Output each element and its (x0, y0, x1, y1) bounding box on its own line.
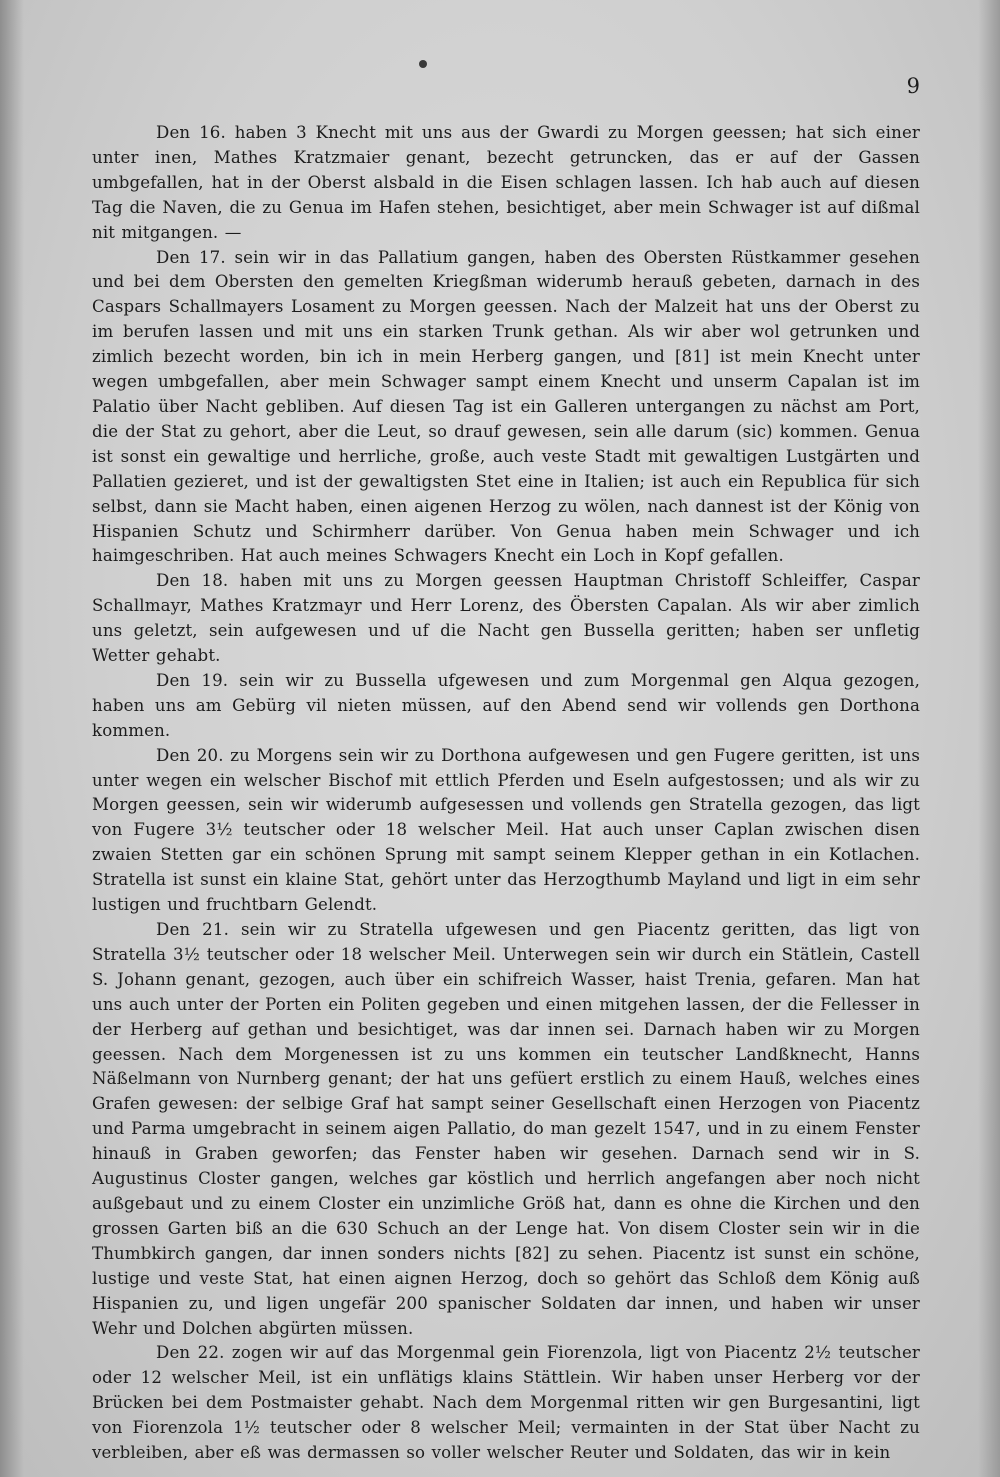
paragraph: Den 18. haben mit uns zu Morgen geessen Hauptman Christoff Schleiffer, Caspar Schallmayr, Mathes Kratzmayr und Herr Lorenz, des Öbersten Capalan. Als wir aber zimlich uns geletzt, sein aufgewesen und uf die Nacht gen Bussella geritten; haben ser unfletig Wetter gehabt. (92, 571, 920, 666)
paragraph: Den 22. zogen wir auf das Morgenmal gein Fiorenzola, ligt von Piacentz 2½ teutscher oder 12 welscher Meil, ist ein unflätigs klains Stättlein. Wir haben unser Herberg vor der Brücken bei dem Postmaister gehabt. Nach dem Morgenmal ritten wir gen Burgesantini, ligt von Fiorenzola 1½ teutscher oder 8 welscher Meil; vermainten in der Stat über Nacht zu verbleiben, aber eß was dermassen so voller welscher Reuter und Soldaten, das wir in kein (92, 1343, 920, 1463)
paragraph: Den 20. zu Morgens sein wir zu Dorthona aufgewesen und gen Fugere geritten, ist uns unter wegen ein welscher Bischof mit ettlich Pferden und Eseln aufgestossen; und als wir zu Morgen geessen, sein wir widerumb aufgesessen und vollends gen Stratella gezogen, das ligt von Fugere 3½ teutscher oder 18 welscher Meil. Hat auch unser Caplan zwischen disen zwaien Stetten gar ein schönen Sprung mit sampt seinem Klepper gethan in ein Kotlachen. Stratella ist sunst ein klaine Stat, gehört unter das Herzogthumb Mayland und ligt in eim sehr lustigen und fruchtbarn Gelendt. (92, 745, 920, 915)
paragraph: Den 17. sein wir in das Pallatium gangen, haben des Obersten Rüstkammer gesehen und bei dem Obersten den gemelten Kriegßman widerumb herauß gebeten, darnach in des Caspars Schallmayers Losament zu Morgen geessen. Nach der Malzeit hat uns der Oberst zu im berufen lassen und mit uns ein starken Trunk gethan. Als wir aber wol getrunken und zimlich bezecht worden, bin ich in mein Herberg gangen, und [81] ist mein Knecht unter wegen umbgefallen, aber mein Schwager sampt einem Knecht und unserm Capalan ist im Palatio über Nacht gebliben. Auf diesen Tag ist ein Galleren untergangen zu nächst am Port, die der Stat zu gehort, aber die Leut, so drauf gewesen, sein alle darum (sic) kommen. Genua ist sonst ein gewaltige und herrliche, große, auch veste Stadt mit gewaltigen Lustgärten und Pallatien gezieret, und ist der gewaltigsten Stet eine in Italien; ist auch ein Republica für sich selbst, dann sie Macht haben, einen aigenen Herzog zu wölen, nach dannest ist der König von Hispanien Schutz und Schirmherr darüber. Von Genua haben mein Schwager und ich haimgeschriben. Hat auch meines Schwagers Knecht ein Loch in Kopf gefallen. (92, 247, 920, 566)
paragraph: Den 21. sein wir zu Stratella ufgewesen und gen Piacentz geritten, das ligt von Stratella 3½ teutscher oder 18 welscher Meil. Unterwegen sein wir durch ein Stätlein, Castell S. Johann genant, gezogen, auch über ein schifreich Wasser, haist Trenia, gefaren. Man hat uns auch unter der Porten ein Politen gegeben und einen mitgehen lassen, der die Fellesser in der Herberg auf gethan und besichtiget, was dar innen sei. Darnach haben wir zu Morgen geessen. Nach dem Morgenessen ist zu uns kommen ein teutscher Landßknecht, Hanns Näßelmann von Nurnberg genant; der hat uns gefüert erstlich zu einem Hauß, welches eines Grafen gewesen: der selbige Graf hat sampt seiner Gesellschaft einen Herzogen von Piacentz und Parma umgebracht in seinem aigen Pallatio, do man gezelt 1547, und in zu einem Fenster hinauß in Graben geworfen; das Fenster haben wir gesehen. Darnach send wir in S. Augustinus Closter gangen, welches gar köstlich und herrlich angefangen aber noch nicht außgebaut und zu einem Closter ein unzimliche Größ hat, dann es ohne die Kirchen und den grossen Garten biß an die 630 Schuch an der Lenge hat. Von disem Closter sein wir in die Thumbkirch gangen, dar innen sonders nichts [82] zu sehen. Piacentz ist sunst ein schöne, lustige und veste Stat, hat einen aignen Herzog, doch so gehört das Schloß dem König auß Hispanien zu, und ligen ungefär 200 spanischer Soldaten dar innen, und haben wir unser Wehr und Dolchen abgürten müssen. (92, 920, 920, 1338)
paragraph: Den 19. sein wir zu Bussella ufgewesen und zum Morgenmal gen Alqua gezogen, haben uns am Gebürg vil nieten müssen, auf den Abend send wir vollends gen Dorthona kommen. (92, 670, 920, 740)
paragraph: Den 16. haben 3 Knecht mit uns aus der Gwardi zu Morgen geessen; hat sich einer unter inen, Mathes Kratzmaier genant, bezecht getruncken, das er auf der Gassen umbgefallen, hat in der Oberst alsbald in die Eisen schlagen lassen. Ich hab auch auf diesen Tag die Naven, die zu Genua im Hafen stehen, besichtiget, aber mein Schwager ist auf dißmal nit mitgangen. — (92, 123, 920, 242)
page-number: 9 (906, 74, 920, 98)
page-text-body (92, 121, 920, 1466)
ink-speck (419, 60, 427, 68)
